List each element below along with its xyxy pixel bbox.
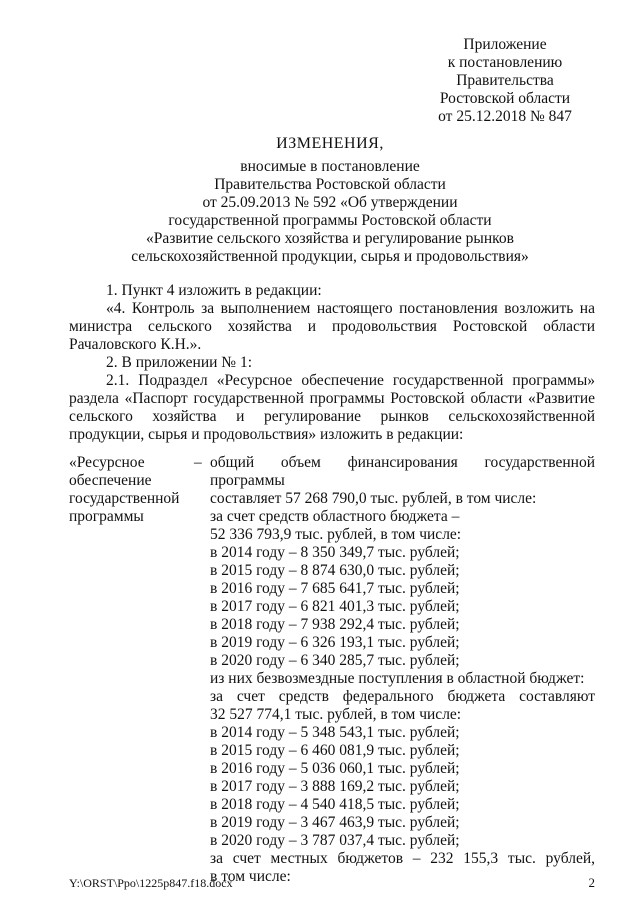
appendix-line: Правительства [456, 72, 554, 89]
resource-label-line: обеспечение [69, 472, 152, 489]
federal-line: за счет средств федерального бюджета составляют [210, 688, 595, 705]
regional-year: в 2014 году – 8 350 349,7 тыс. рублей; [210, 544, 460, 561]
paragraph-1: 1. Пункт 4 изложить в редакции: [106, 282, 322, 299]
title-line: от 25.09.2013 № 592 «Об утверждении [202, 194, 458, 211]
regional-year: в 2020 году – 6 340 285,7 тыс. рублей; [210, 652, 460, 669]
federal-year: в 2014 году – 5 348 543,1 тыс. рублей; [210, 724, 460, 741]
paragraph-2: «4. Контроль за выполнением настоящего постановления возложить на министра сельского хозяйства и продовольствия Ростовской области Рачаловского К.Н.». [69, 300, 595, 353]
resource-label-line: «Ресурсное [69, 454, 145, 471]
grants-line: из них безвозмездные поступления в областной бюджет: [210, 670, 585, 687]
resource-label [69, 454, 187, 526]
document-title [110, 135, 550, 266]
federal-year: в 2020 году – 3 787 037,4 тыс. рублей; [210, 832, 460, 849]
title-line: сельскохозяйственной продукции, сырья и продовольствия» [131, 248, 529, 265]
local-line: за счет местных бюджетов – 232 155,3 тыс. рублей, [210, 850, 595, 867]
resource-content [210, 454, 595, 886]
appendix-line: от 25.12.2018 № 847 [438, 108, 572, 125]
file-path: Y:\ORST\Ppo\1225p847.f18.docx [69, 876, 233, 890]
regional-year: в 2015 году – 8 874 630,0 тыс. рублей; [210, 562, 460, 579]
regional-year: в 2019 году – 6 326 193,1 тыс. рублей; [210, 634, 460, 651]
resource-label-line: программы [69, 508, 144, 525]
appendix-line: Ростовской области [439, 90, 571, 107]
page-number: 2 [588, 875, 595, 890]
federal-line: 32 527 774,1 тыс. рублей, в том числе: [210, 706, 462, 723]
regional-year: в 2017 году – 6 821 401,3 тыс. рублей; [210, 598, 460, 615]
title-line: государственной программы Ростовской области [168, 212, 492, 229]
resource-dash: – [194, 454, 202, 471]
paragraph-3: 2. В приложении № 1: [106, 354, 253, 371]
appendix-header [420, 36, 590, 126]
total-line: общий объем финансирования государственной программы [210, 454, 595, 489]
regional-year: в 2016 году – 7 685 641,7 тыс. рублей; [210, 580, 460, 597]
regional-line: за счет средств областного бюджета – [210, 508, 460, 525]
paragraph-4: 2.1. Подраздел «Ресурсное обеспечение государственной программы» раздела «Паспорт государственной программы Ростовской области «Развитие сельского хозяйства и регулирование рынков сельскохозяйственной продукции, сырья и продовольствия» изложить в редакции: [69, 372, 595, 443]
appendix-line: к постановлению [447, 54, 563, 71]
local-line: в том числе: [210, 868, 291, 885]
federal-year: в 2018 году – 4 540 418,5 тыс. рублей; [210, 796, 460, 813]
total-line: составляет 57 268 790,0 тыс. рублей, в том числе: [210, 490, 537, 507]
regional-year: в 2018 году – 7 938 292,4 тыс. рублей; [210, 616, 460, 633]
federal-year: в 2019 году – 3 467 463,9 тыс. рублей; [210, 814, 460, 831]
federal-year: в 2016 году – 5 036 060,1 тыс. рублей; [210, 760, 460, 777]
regional-line: 52 336 793,9 тыс. рублей, в том числе: [210, 526, 462, 543]
title-line: «Развитие сельского хозяйства и регулирование рынков [146, 230, 514, 247]
resource-label-line: государственной [69, 490, 180, 507]
document-body [69, 282, 595, 444]
title-line: Правительства Ростовской области [214, 176, 446, 193]
appendix-line: Приложение [463, 36, 547, 53]
title-line: вносимые в постановление [240, 158, 420, 175]
title-main: ИЗМЕНЕНИЯ, [276, 135, 384, 152]
federal-year: в 2017 году – 3 888 169,2 тыс. рублей; [210, 778, 460, 795]
federal-year: в 2015 году – 6 460 081,9 тыс. рублей; [210, 742, 460, 759]
